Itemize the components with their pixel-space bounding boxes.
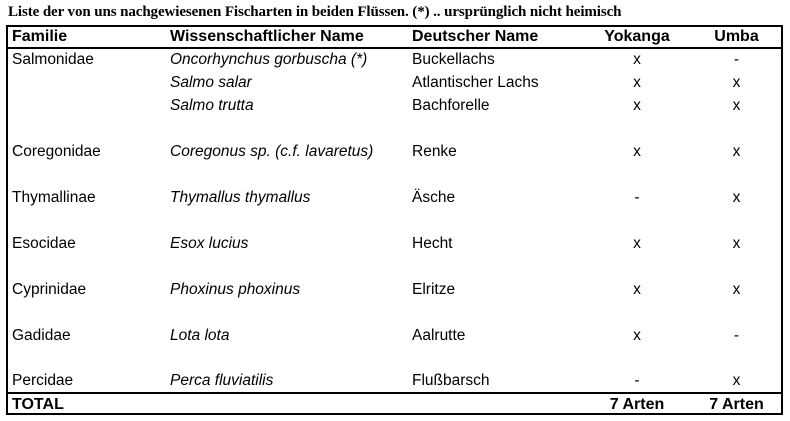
cell-yokanga: x (633, 234, 641, 252)
cell-scientific-name: Lota lota (170, 326, 230, 344)
cell-umba: x (732, 372, 741, 389)
table-border (6, 25, 783, 415)
cell-german-name: Hecht (412, 234, 453, 252)
cell-umba: x (732, 73, 741, 91)
total-label: TOTAL (6, 393, 164, 416)
cell-familie: Esocidae (12, 234, 76, 252)
cell-familie: Gadidae (12, 326, 71, 344)
cell-familie: Salmonidae (12, 51, 94, 68)
cell-yokanga: x (633, 142, 641, 160)
cell-umba: - (733, 51, 740, 68)
cell-umba: x (732, 234, 741, 252)
cell-yokanga: - (634, 372, 640, 389)
cell-yokanga: x (633, 51, 641, 68)
cell-yokanga: x (633, 326, 641, 344)
cell-umba: - (733, 326, 740, 344)
cell-german-name: Elritze (412, 280, 456, 298)
cell-german-name: Bachforelle (412, 96, 490, 114)
header-german-name: Deutscher Name (406, 25, 584, 48)
cell-german-name: Atlantischer Lachs (412, 73, 539, 91)
total-umba: 7 Arten (690, 393, 783, 416)
cell-yokanga: x (633, 280, 641, 298)
header-familie: Familie (6, 25, 164, 48)
cell-scientific-name: Esox lucius (170, 234, 249, 252)
cell-german-name: Buckellachs (412, 51, 495, 68)
header-scientific-name: Wissenschaftlicher Name (164, 25, 406, 48)
cell-scientific-name: Oncorhynchus gorbuscha (*) (170, 51, 368, 68)
header-umba: Umba (690, 25, 783, 48)
cell-german-name: Äsche (412, 188, 456, 206)
table-caption: Liste der von uns nachgewiesenen Fischarten in beiden Flüssen. (*) .. ursprünglich nicht heimisch (8, 4, 622, 20)
cell-scientific-name: Salmo salar (170, 73, 252, 91)
cell-familie: Coregonidae (12, 142, 101, 160)
cell-umba: x (732, 280, 741, 298)
cell-german-name: Renke (412, 142, 457, 160)
cell-scientific-name: Thymallus thymallus (170, 188, 311, 206)
cell-scientific-name: Phoxinus phoxinus (170, 280, 301, 298)
cell-yokanga: x (633, 96, 641, 114)
total-yokanga: 7 Arten (584, 393, 690, 416)
cell-yokanga: - (634, 188, 640, 206)
cell-familie: Cyprinidae (12, 280, 87, 298)
cell-scientific-name: Coregonus sp. (c.f. lavaretus) (170, 142, 374, 160)
cell-familie: Thymallinae (12, 188, 96, 206)
cell-umba: x (732, 96, 741, 114)
header-yokanga: Yokanga (584, 25, 690, 48)
cell-umba: x (732, 188, 741, 206)
cell-german-name: Flußbarsch (412, 372, 490, 389)
cell-scientific-name: Perca fluviatilis (170, 372, 274, 389)
cell-umba: x (732, 142, 741, 160)
cell-german-name: Aalrutte (412, 326, 466, 344)
cell-yokanga: x (633, 73, 641, 91)
cell-familie: Percidae (12, 372, 74, 389)
cell-scientific-name: Salmo trutta (170, 96, 254, 114)
